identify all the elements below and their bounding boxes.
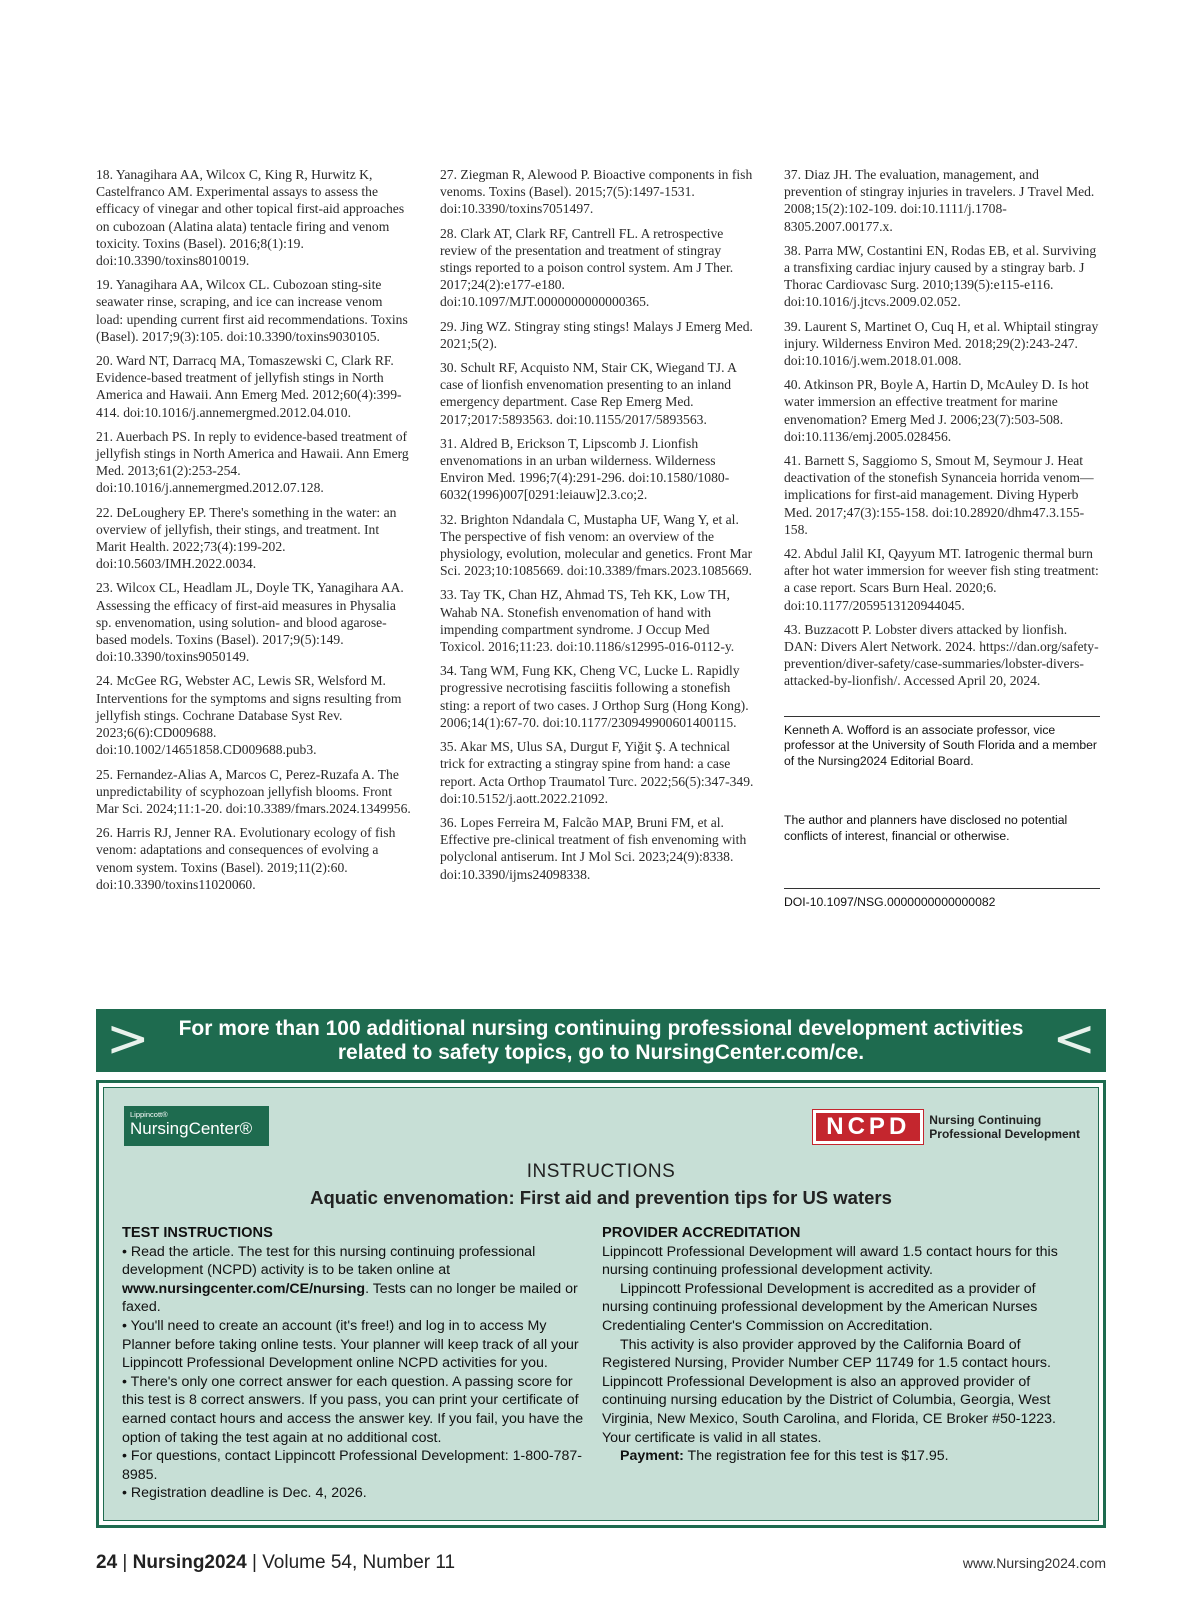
accreditation-paragraph-3: This activity is also provider approved by the California Board of Registered Nursing, Provider Number CEP 11749 for 1.5 contact hours. Lippincott Professional Development is also an approved provider of continuing nursing education by the District of Columbia, Georgia, West Virginia, New Mexico, South Carolina, and Florida, CE Broker #50-1223. Your certificate is valid in all states. (602, 1336, 1056, 1446)
references-column-3 (784, 166, 1100, 911)
reference-28: 28. Clark AT, Clark RF, Cantrell FL. A retrospective review of the presentation and treatment of stingray stings reported to a poison control system. Am J Ther. 2017;24(2):e177-e180. doi:10.1097/MJT.0000000000000365. (440, 225, 734, 310)
doi-text: DOI-10.1097/NSG.0000000000000082 (784, 895, 996, 910)
references-column-1 (96, 166, 412, 911)
chevron-left-icon: < (1052, 1009, 1096, 1069)
reference-41: 41. Barnett S, Saggiomo S, Smout M, Seymour J. Heat deactivation of the stonefish Synanceia horrida venom—implications for first-aid management. Diving Hyperb Med. 2017;47(3):155-158. doi:10.28920/dhm47.3.155-158. (784, 453, 1094, 537)
test-instruction-2: • You'll need to create an account (it's free!) and log in to access My Planner before taking online tests. Your planner will keep track of all your Lippincott Professional Development online NCPD activities for you. (122, 1317, 579, 1372)
chevron-right-icon: > (106, 1009, 150, 1069)
test-instruction-1-tail: . Tests can no longer be mailed or faxed. (122, 1280, 578, 1316)
reference-27: 27. Ziegman R, Alewood P. Bioactive components in fish venoms. Toxins (Basel). 2015;7(5):1497-1531. doi:10.3390/toxins7051497. (440, 167, 753, 217)
accreditation-paragraph-2: Lippincott Professional Development is accredited as a provider of nursing continuing professional development by the American Nurses Credentialing Center's Commission on Accreditation. (602, 1280, 1038, 1334)
reference-38: 38. Parra MW, Costantini EN, Rodas EB, et al. Surviving a transfixing cardiac injury caused by a stingray barb. J Thorac Cardiovasc Surg. 2010;139(5):e115-e116. doi:10.1016/j.jtcvs.2009.02.052. (784, 242, 1097, 310)
reference-37: 37. Diaz JH. The evaluation, management, and prevention of stingray injuries in travelers. J Travel Med. 2008;15(2):102-109. doi:10.1111/j.1708-8305.2007.00177.x. (784, 167, 1095, 234)
reference-25: 25. Fernandez-Alias A, Marcos C, Perez-Ruzafa A. The unpredictability of scyphozoan jellyfish blooms. Front Mar Sci. 2024;11:1-20. doi:10.3389/fmars.2024.1349956. (96, 766, 411, 816)
separator: | (122, 1552, 133, 1573)
reference-26: 26. Harris RJ, Jenner RA. Evolutionary ecology of fish venom: adaptations and consequences of evolving a venom system. Toxins (Basel). 2019;11(2):60. doi:10.3390/toxins11020060. (96, 825, 396, 892)
ncpd-desc-line-2: Professional Development (929, 1127, 1080, 1141)
test-instruction-3: • There's only one correct answer for each question. A passing score for this test is 8 correct answers. If you pass, you can print your certificate of earned contact hours and access the answer key. If you fail, you have the option of taking the test again at no additional cost. (122, 1373, 584, 1446)
test-instruction-5: • Registration deadline is Dec. 4, 2026. (122, 1485, 367, 1502)
logo-big-text: NursingCenter® (130, 1119, 253, 1138)
instructions-title: INSTRUCTIONS (526, 1161, 676, 1182)
reference-35: 35. Akar MS, Ulus SA, Durgut F, Yiğit Ş. A technical trick for extracting a stingray spine from hand: a case report. Acta Orthop Traumatol Turc. 2022;56(5):347-349. doi:10.5152/j.aott.2022.21092. (440, 739, 754, 806)
provider-accreditation-heading: PROVIDER ACCREDITATION (602, 1225, 801, 1241)
payment-paragraph (602, 1447, 1067, 1466)
reference-39: 39. Laurent S, Martinet O, Cuq H, et al. Whiptail stingray injury. Wilderness Environ Med. 2018;29(2):243-247. doi:10.1016/j.wem.2018.01.008. (784, 318, 1099, 369)
journal-name: Nursing2024 (132, 1552, 247, 1573)
reference-32: 32. Brighton Ndandala C, Mustapha UF, Wang Y, et al. The perspective of fish venom: an overview of the physiology, evolution, molecular and genetics. Front Mar Sci. 2023;10:1085669. doi:10.3389/fmars.2023.1085669. (440, 511, 753, 579)
ncpd-desc-line-1: Nursing Continuing (929, 1113, 1042, 1127)
divider (784, 716, 1100, 717)
test-instruction-1-text: • Read the article. The test for this nursing continuing professional development (NCPD) activity is to be taken online at (122, 1243, 536, 1279)
instructions-subtitle: Aquatic envenomation: First aid and prevention tips for US waters (310, 1187, 892, 1208)
payment-label: Payment: (620, 1448, 684, 1465)
logo-small-text: Lippincott® (130, 1110, 168, 1119)
nursingcenter-logo (124, 1106, 269, 1146)
reference-29: 29. Jing WZ. Stingray sting stings! Malays J Emerg Med. 2021;5(2). (440, 318, 753, 351)
journal-url[interactable]: www.Nursing2024.com (962, 1555, 1106, 1571)
ce-banner (96, 1009, 1106, 1072)
page-number: 24 (96, 1552, 118, 1573)
reference-30: 30. Schult RF, Acquisto NM, Stair CK, Wiegand TJ. A case of lionfish envenomation presenting to an inland emergency department. Case Rep Emerg Med. 2017;2017:5893563. doi:10.1155/2017/5893563. (440, 360, 737, 427)
reference-21: 21. Auerbach PS. In reply to evidence-based treatment of jellyfish stings in North America and Hawaii. Ann Emerg Med. 2013;61(2):253-254. doi:10.1016/j.annemergmed.2012.07.128. (96, 428, 409, 496)
reference-24: 24. McGee RG, Webster AC, Lewis SR, Welsford M. Interventions for the symptoms and signs resulting from jellyfish stings. Cochrane Database Syst Rev. 2023;6(6):CD009688. doi:10.1002/14651858.CD009688.pub3. (96, 673, 402, 758)
references-column-2 (440, 166, 756, 911)
reference-22: 22. DeLoughery EP. There's something in the water: an overview of jellyfish, their stings, and treatment. Int Marit Health. 2022;73(4):199-202. doi:10.5603/IMH.2022.0034. (96, 504, 397, 572)
test-instructions-heading: TEST INSTRUCTIONS (122, 1225, 273, 1241)
disclosure-statement: The author and planners have disclosed no potential conflicts of interest, financial or otherwise. (784, 813, 1068, 843)
reference-19: 19. Yanagihara AA, Wilcox CL. Cubozoan sting-site seawater rinse, scraping, and ice can increase venom load: upending current first aid recommendations. Toxins (Basel). 2017;9(3):105. doi:10.3390/toxins9030105. (96, 277, 408, 344)
disclosure-block (784, 813, 1100, 844)
ncpd-logo (813, 1110, 1080, 1144)
ncpd-description (929, 1113, 1080, 1141)
test-instruction-1 (122, 1243, 587, 1317)
separator: | (251, 1552, 263, 1573)
author-bio-block (784, 716, 1100, 770)
test-instructions (122, 1224, 587, 1503)
article-sidebar (784, 716, 1100, 911)
reference-34: 34. Tang WM, Fung KK, Cheng VC, Lucke L. Rapidly progressive necrotising fasciitis following a stonefish sting: a report of two cases. J Orthop Surg (Hong Kong). 2006;14(1):67-70. doi:10.1177/230949900601400115. (440, 663, 749, 730)
accreditation-paragraph-1: Lippincott Professional Development will award 1.5 contact hours for this nursing continuing professional development activity. (602, 1243, 1058, 1279)
references-section (96, 166, 1106, 911)
banner-text: For more than 100 additional nursing continuing professional development activities related to safety topics, go to NursingCenter.com/ce. (178, 1017, 1024, 1064)
reference-20: 20. Ward NT, Darracq MA, Tomaszewski C, Clark RF. Evidence-based treatment of jellyfish stings in North America and Hawaii. Ann Emerg Med. 2012;60(4):399-414. doi:10.1016/j.annemergmed.2012.04.010. (96, 353, 402, 420)
ce-test-link[interactable]: www.nursingcenter.com/CE/nursing (122, 1280, 366, 1297)
footer-left (96, 1552, 455, 1574)
reference-33: 33. Tay TK, Chan HZ, Ahmad TS, Teh KK, Low TH, Wahab NA. Stonefish envenomation of hand with impending compartment syndrome. J Occup Med Toxicol. 2016;11:23. doi:10.1186/s12995-016-0112-y. (440, 587, 735, 655)
volume-info: Volume 54, Number 11 (262, 1552, 456, 1573)
author-bio: Kenneth A. Wofford is an associate professor, vice professor at the University of South Florida and a member of the Nursing2024 Editorial Board. (784, 722, 1097, 768)
instructions-box (96, 1080, 1106, 1528)
reference-31: 31. Aldred B, Erickson T, Lipscomb J. Lionfish envenomations in an urban wilderness. Wilderness Environ Med. 1996;7(4):291-296. doi:10.1580/1080-6032(1996)007[0291:leiauw]2.3.co;2. (440, 435, 730, 503)
payment-text: The registration fee for this test is $17.95. (683, 1448, 949, 1465)
reference-40: 40. Atkinson PR, Boyle A, Hartin D, McAuley D. Is hot water immersion an effective treatment for marine envenomation? Emerg Med J. 2006;23(7):503-508. doi:10.1136/emj.2005.028456. (784, 377, 1089, 444)
doi-block (784, 888, 1100, 911)
divider (784, 888, 1100, 889)
provider-accreditation (602, 1224, 1067, 1466)
reference-36: 36. Lopes Ferreira M, Falcão MAP, Bruni FM, et al. Effective pre-clinical treatment of fish envenoming with polyclonal antiserum. Int J Mol Sci. 2023;24(9):8338. doi:10.3390/ijms24098338. (440, 814, 747, 882)
reference-42: 42. Abdul Jalil KI, Qayyum MT. Iatrogenic thermal burn after hot water immersion for weever fish sting treatment: a case report. Scars Burn Heal. 2020;6. doi:10.1177/2059513120944045. (784, 546, 1099, 613)
reference-23: 23. Wilcox CL, Headlam JL, Doyle TK, Yanagihara AA. Assessing the efficacy of first-aid measures in Physalia sp. envenomation, using solution- and blood agarose-based models. Toxins (Basel). 2017;9(5):149. doi:10.3390/toxins9050149. (96, 580, 404, 665)
page-footer (96, 1552, 1106, 1576)
test-instruction-4: • For questions, contact Lippincott Professional Development: 1-800-787-8985. (122, 1448, 583, 1483)
instructions-panel (103, 1087, 1099, 1521)
ncpd-badge: NCPD (813, 1110, 923, 1144)
reference-18: 18. Yanagihara AA, Wilcox C, King R, Hurwitz K, Castelfranco AM. Experimental assays to assess the efficacy of vinegar and other topical first-aid approaches on cubozoan (Alatina alata) tentacle firing and venom toxicity. Toxins (Basel). 2016;8(1):19. doi:10.3390/toxins8010019. (96, 167, 405, 269)
reference-43: 43. Buzzacott P. Lobster divers attacked by lionfish. DAN: Divers Alert Network. 2024. https://dan.org/safety-prevention/diver-safety/case-summaries/lobster-divers-attacked-by-lionfish/. Accessed April 20, 2024. (784, 621, 1099, 689)
